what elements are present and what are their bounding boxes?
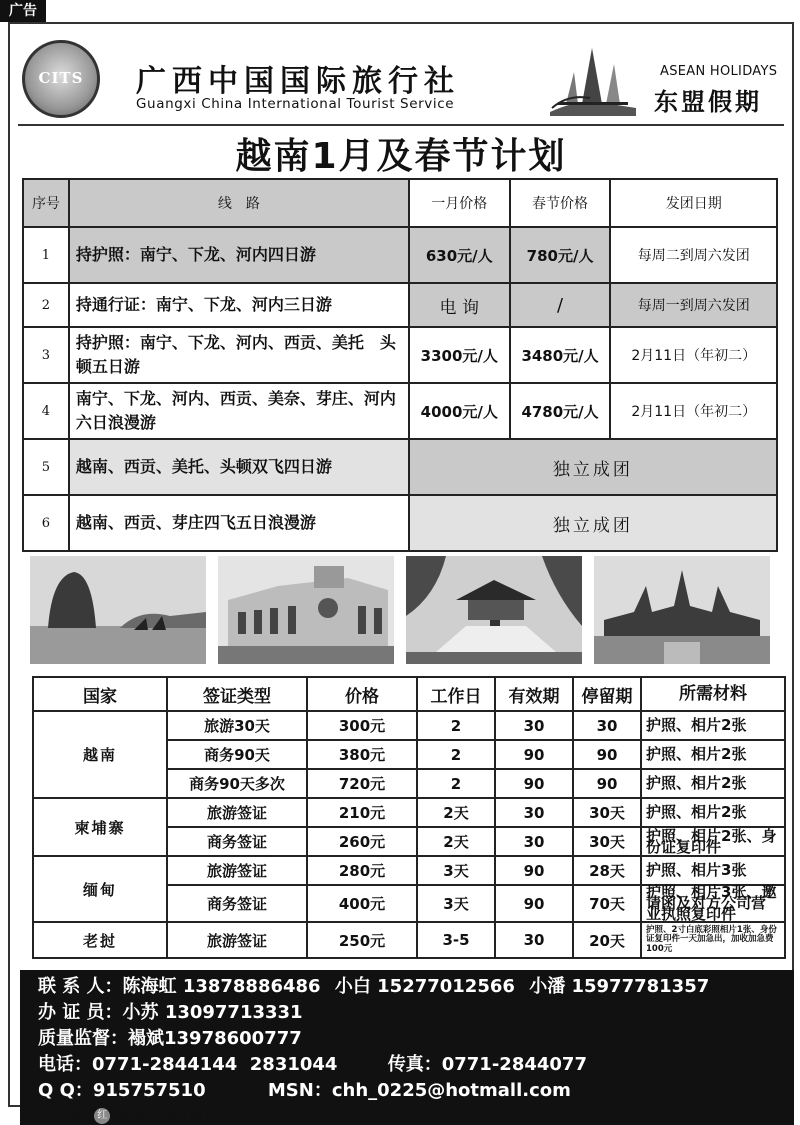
header-sf-price: 春节价格	[510, 179, 611, 227]
visa-materials: 护照、相片2张	[641, 769, 785, 798]
row-jan-price: 4000元/人	[409, 383, 510, 439]
phone-value: 0771-2844144 2831044	[92, 1054, 338, 1075]
visa-type: 商务签证	[167, 885, 307, 922]
visa-materials: 护照、相片3张、邀请函及对方公司营业执照复印件	[641, 885, 785, 922]
row-sf-price: 3480元/人	[510, 327, 611, 383]
row-route: 持护照：南宁、下龙、河内、西贡、美托 头顿五日游	[69, 327, 409, 383]
qq-value: 915757510	[92, 1080, 206, 1101]
header-stay: 停留期	[573, 677, 641, 711]
quality-value: 褟斌13978600777	[128, 1028, 302, 1049]
row-sf-price: 780元/人	[510, 227, 611, 283]
visa-price: 400元	[307, 885, 417, 922]
visa-stay: 30天	[573, 827, 641, 856]
ad-frame	[8, 22, 794, 1107]
row-date: 2月11日（年初二）	[610, 327, 777, 383]
visa-stay: 90	[573, 740, 641, 769]
row-date: 每周二到周六发团	[610, 227, 777, 283]
visa-materials: 护照、相片2张	[641, 711, 785, 740]
row-num: 3	[23, 327, 69, 383]
contact-person-3: 小潘 15977781357	[529, 976, 710, 997]
visa-validity: 30	[495, 922, 573, 958]
ad-tag: 广告	[0, 0, 46, 22]
main-title: 越南1月及春节计划	[235, 136, 567, 177]
visa-type: 商务签证	[167, 827, 307, 856]
company-name-cn: 广西中国国际旅行社	[136, 64, 460, 99]
visa-materials: 护照、相片2张	[641, 798, 785, 827]
photo-one-pillar-pagoda	[406, 556, 582, 664]
visa-type: 旅游30天	[167, 711, 307, 740]
edition-badge-icon: 红	[94, 1108, 110, 1124]
visa-type: 商务90天	[167, 740, 307, 769]
visa-price: 300元	[307, 711, 417, 740]
table-row	[33, 711, 785, 740]
country-laos: 老挝	[33, 922, 167, 958]
visa-type: 旅游签证	[167, 798, 307, 827]
header-route: 线 路	[69, 179, 409, 227]
table-row	[33, 922, 785, 958]
visa-workdays: 3天	[417, 885, 495, 922]
photo-strip	[30, 556, 790, 664]
visa-type: 旅游签证	[167, 856, 307, 885]
visa-price: 720元	[307, 769, 417, 798]
row-date: 2月11日（年初二）	[610, 383, 777, 439]
visa-workdays: 2	[417, 740, 495, 769]
edition-label: 广西版	[50, 1108, 87, 1122]
visa-workdays: 3-5	[417, 922, 495, 958]
visa-validity: 30	[495, 798, 573, 827]
cits-logo-icon	[22, 40, 100, 118]
table-row	[33, 798, 785, 827]
asean-holidays-en: ASEAN HOLIDAYS	[660, 64, 778, 79]
visa-workdays: 2	[417, 711, 495, 740]
visa-stay: 90	[573, 769, 641, 798]
header-jan-price: 一月价格	[409, 179, 510, 227]
visa-table	[32, 676, 786, 959]
company-name-en: Guangxi China International Tourist Service	[136, 96, 455, 112]
visa-stay: 20天	[573, 922, 641, 958]
contact-person-1: 陈海虹 13878886486	[122, 976, 321, 997]
row-route: 持护照：南宁、下龙、河内四日游	[69, 227, 409, 283]
header-country: 国家	[33, 677, 167, 711]
visa-officer-label: 办 证 员：	[38, 1002, 123, 1023]
visa-validity: 30	[495, 711, 573, 740]
header-workdays: 工作日	[417, 677, 495, 711]
header-num: 序号	[23, 179, 69, 227]
header-price: 价格	[307, 677, 417, 711]
qq-msn	[38, 1078, 776, 1104]
table-row	[23, 327, 777, 383]
page-number: 38	[22, 1108, 39, 1123]
phone-label: 电话：	[38, 1054, 92, 1075]
contact-label: 联 系 人：	[38, 976, 123, 997]
row-route: 越南、西贡、美托、头顿双飞四日游	[69, 439, 409, 495]
header	[18, 32, 784, 124]
visa-validity: 90	[495, 769, 573, 798]
row-jan-price: 3300元/人	[409, 327, 510, 383]
page-footer	[22, 1106, 289, 1124]
visa-price: 250元	[307, 922, 417, 958]
header-visa-type: 签证类型	[167, 677, 307, 711]
table-row	[23, 227, 777, 283]
table-row	[23, 439, 777, 495]
header-materials: 所需材料	[641, 677, 785, 711]
country-cambodia: 柬埔寨	[33, 798, 167, 856]
country-myanmar: 缅甸	[33, 856, 167, 922]
row-jan-price: 630元/人	[409, 227, 510, 283]
row-date: 每周一到周六发团	[610, 283, 777, 327]
visa-stay: 28天	[573, 856, 641, 885]
row-num: 1	[23, 227, 69, 283]
row-route: 南宁、下龙、河内、西贡、美奈、芽庄、河内六日浪漫游	[69, 383, 409, 439]
row-num: 6	[23, 495, 69, 551]
header-date: 发团日期	[610, 179, 777, 227]
row-merged-note: 独立成团	[409, 495, 777, 551]
msn-label: MSN：	[267, 1080, 332, 1101]
visa-validity: 90	[495, 885, 573, 922]
msn-value: chh_0225@hotmall.com	[331, 1080, 571, 1101]
table-row	[23, 283, 777, 327]
row-num: 4	[23, 383, 69, 439]
visa-officer	[38, 1000, 776, 1026]
visa-materials: 护照、相片2张、身份证复印件	[641, 827, 785, 856]
visa-materials: 护照、相片2张	[641, 740, 785, 769]
row-sf-price: 4780元/人	[510, 383, 611, 439]
visa-validity: 90	[495, 740, 573, 769]
visa-workdays: 2天	[417, 827, 495, 856]
visa-stay: 70天	[573, 885, 641, 922]
table-row	[23, 495, 777, 551]
phone-fax	[38, 1052, 776, 1078]
route-table	[22, 178, 778, 552]
visa-workdays: 2	[417, 769, 495, 798]
contact-block	[20, 970, 794, 1125]
visa-stay: 30天	[573, 798, 641, 827]
row-num: 2	[23, 283, 69, 327]
asean-landmark-icon	[546, 42, 642, 120]
row-merged-note: 独立成团	[409, 439, 777, 495]
table-row	[33, 856, 785, 885]
contact-person-2: 小白 15277012566	[334, 976, 515, 997]
visa-validity: 30	[495, 827, 573, 856]
quality-label: 质量监督：	[38, 1028, 128, 1049]
route-table-header	[23, 179, 777, 227]
visa-validity: 90	[495, 856, 573, 885]
photo-angkor-wat	[594, 556, 770, 664]
visa-materials: 护照、相片3张	[641, 856, 785, 885]
footer-link-text[interactable]: 欢迎浏览电子版 www.zyoo.net	[118, 1108, 290, 1122]
asean-holidays-cn: 东盟假期	[654, 87, 762, 116]
visa-type: 旅游签证	[167, 922, 307, 958]
table-row	[23, 383, 777, 439]
contact-persons	[38, 974, 776, 1000]
visa-price: 280元	[307, 856, 417, 885]
visa-type: 商务90天多次	[167, 769, 307, 798]
row-num: 5	[23, 439, 69, 495]
row-jan-price: 电 询	[409, 283, 510, 327]
photo-saigon-post-office	[218, 556, 394, 664]
visa-price: 380元	[307, 740, 417, 769]
header-validity: 有效期	[495, 677, 573, 711]
visa-workdays: 2天	[417, 798, 495, 827]
row-sf-price: /	[510, 283, 611, 327]
visa-price: 210元	[307, 798, 417, 827]
visa-stay: 30	[573, 711, 641, 740]
visa-materials: 护照、2寸白底彩照相片1张、身份证复印件一天加急出，加收加急费100元	[641, 922, 785, 958]
photo-halong-bay	[30, 556, 206, 664]
visa-table-header	[33, 677, 785, 711]
visa-price: 260元	[307, 827, 417, 856]
fax-value: 0771-2844077	[441, 1054, 587, 1075]
country-vietnam: 越南	[33, 711, 167, 798]
row-route: 越南、西贡、芽庄四飞五日浪漫游	[69, 495, 409, 551]
qq-label: Q Q：	[38, 1080, 93, 1101]
fax-label: 传真：	[387, 1054, 442, 1075]
quality-supervisor	[38, 1026, 776, 1052]
row-route: 持通行证：南宁、下龙、河内三日游	[69, 283, 409, 327]
visa-workdays: 3天	[417, 856, 495, 885]
header-divider	[18, 124, 784, 126]
visa-officer-value: 小苏 13097713331	[122, 1002, 303, 1023]
